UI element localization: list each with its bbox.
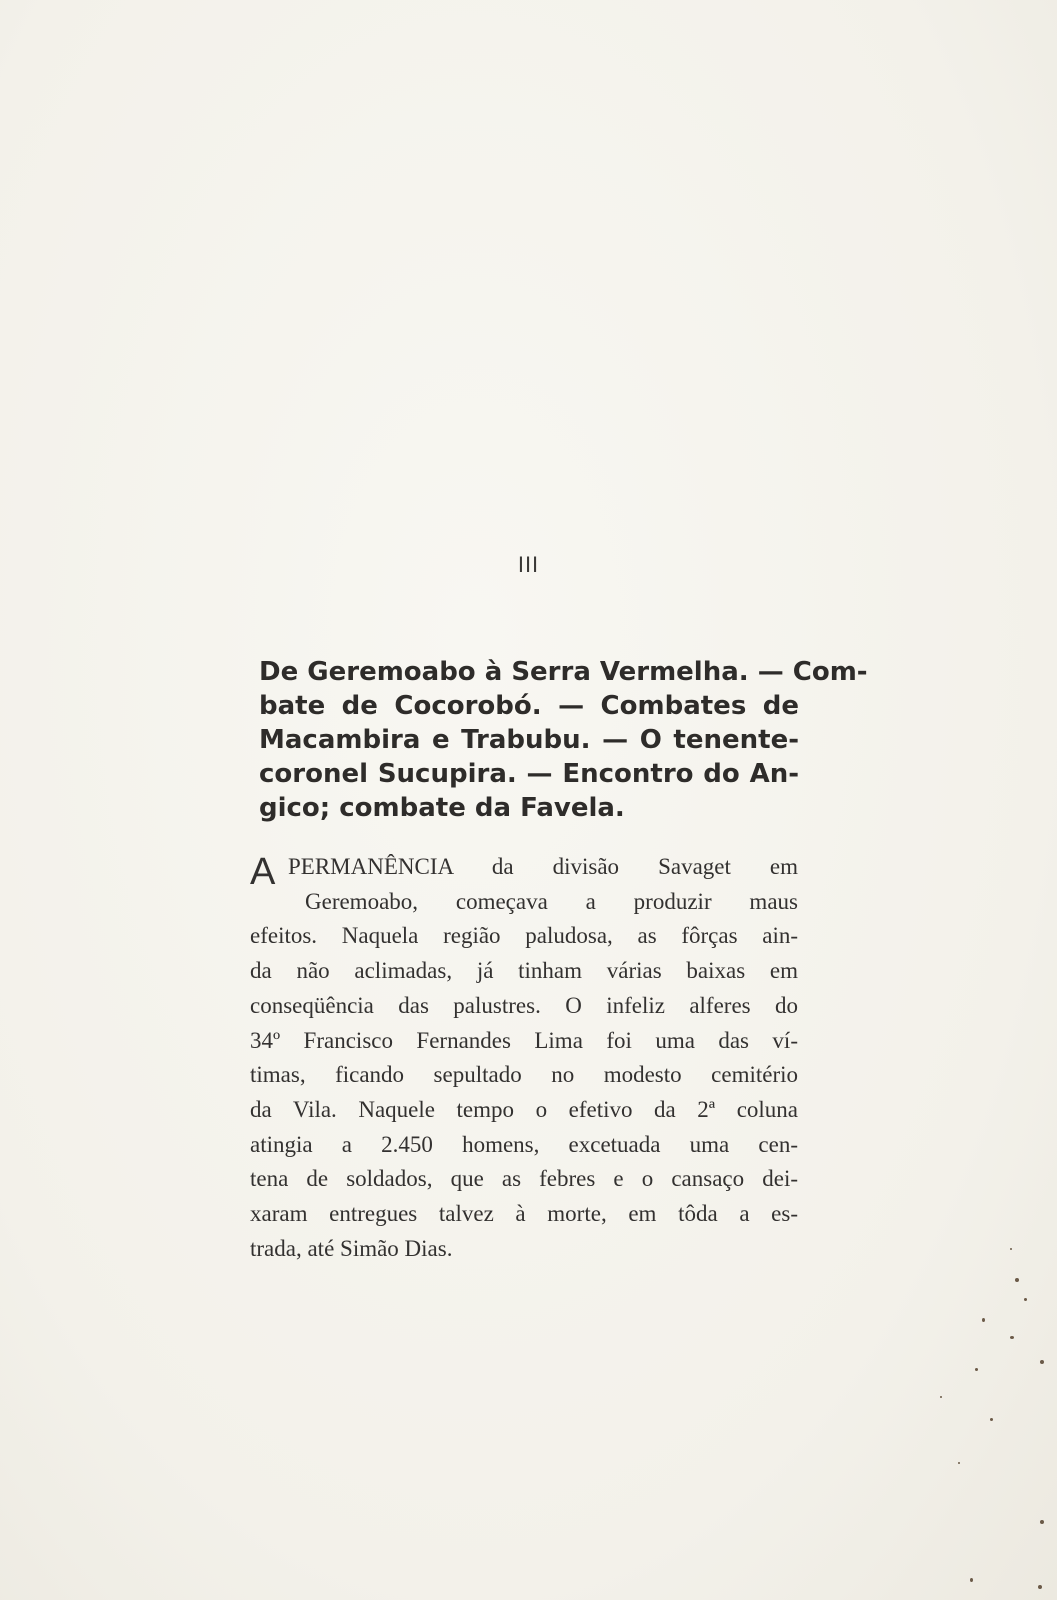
paragraph-line: tena de soldados, que as febres e o cansaço dei- bbox=[250, 1166, 798, 1192]
paragraph-line: da Vila. Naquele tempo o efetivo da 2ª coluna bbox=[250, 1096, 798, 1122]
summary-line: bate de Cocorobó. — Combates de bbox=[259, 691, 799, 721]
paper-speck bbox=[970, 1578, 973, 1582]
paragraph-line: atingia a 2.450 homens, excetuada uma cen- bbox=[250, 1131, 798, 1157]
paragraph-line: xaram entregues talvez à morte, em tôda a es- bbox=[250, 1201, 798, 1227]
paragraph-line: PERMANÊNCIA da divisão Savaget em bbox=[288, 854, 798, 879]
paragraph-line: Geremoabo, começava a produzir maus bbox=[305, 888, 798, 914]
body-paragraph bbox=[250, 850, 798, 1266]
paragraph-line: da não aclimadas, já tinham várias baixas em bbox=[250, 958, 798, 984]
paper-speck bbox=[990, 1418, 993, 1421]
paper-speck bbox=[958, 1462, 960, 1464]
paper-speck bbox=[940, 1396, 942, 1398]
paragraph-line: efeitos. Naquela região paludosa, as fôrças ain- bbox=[250, 923, 798, 949]
chapter-summary bbox=[259, 655, 868, 825]
paragraph-line: 34º Francisco Fernandes Lima foi uma das ví- bbox=[250, 1027, 798, 1053]
paper-speck bbox=[982, 1318, 985, 1322]
paper-speck bbox=[1038, 1585, 1042, 1589]
drop-initial: A bbox=[250, 851, 276, 893]
summary-line: De Geremoabo à Serra Vermelha. — Com- bbox=[259, 657, 868, 687]
paper-speck bbox=[1040, 1520, 1044, 1524]
paper-speck bbox=[1015, 1278, 1019, 1282]
summary-line: Macambira e Trabubu. — O tenente- bbox=[259, 725, 799, 755]
paper-speck bbox=[1040, 1360, 1044, 1364]
paragraph-line: conseqüência das palustres. O infeliz alferes do bbox=[250, 992, 798, 1018]
chapter-number: III bbox=[517, 552, 540, 577]
paper-speck bbox=[975, 1368, 978, 1371]
paper-speck bbox=[1024, 1298, 1027, 1301]
paragraph-line: timas, ficando sepultado no modesto cemitério bbox=[250, 1062, 798, 1088]
summary-line: coronel Sucupira. — Encontro do An- bbox=[259, 759, 799, 789]
paragraph-line: trada, até Simão Dias. bbox=[250, 1235, 453, 1261]
paper-speck bbox=[1010, 1336, 1014, 1339]
paper-speck bbox=[1010, 1248, 1012, 1250]
summary-line: gico; combate da Favela. bbox=[259, 793, 625, 823]
